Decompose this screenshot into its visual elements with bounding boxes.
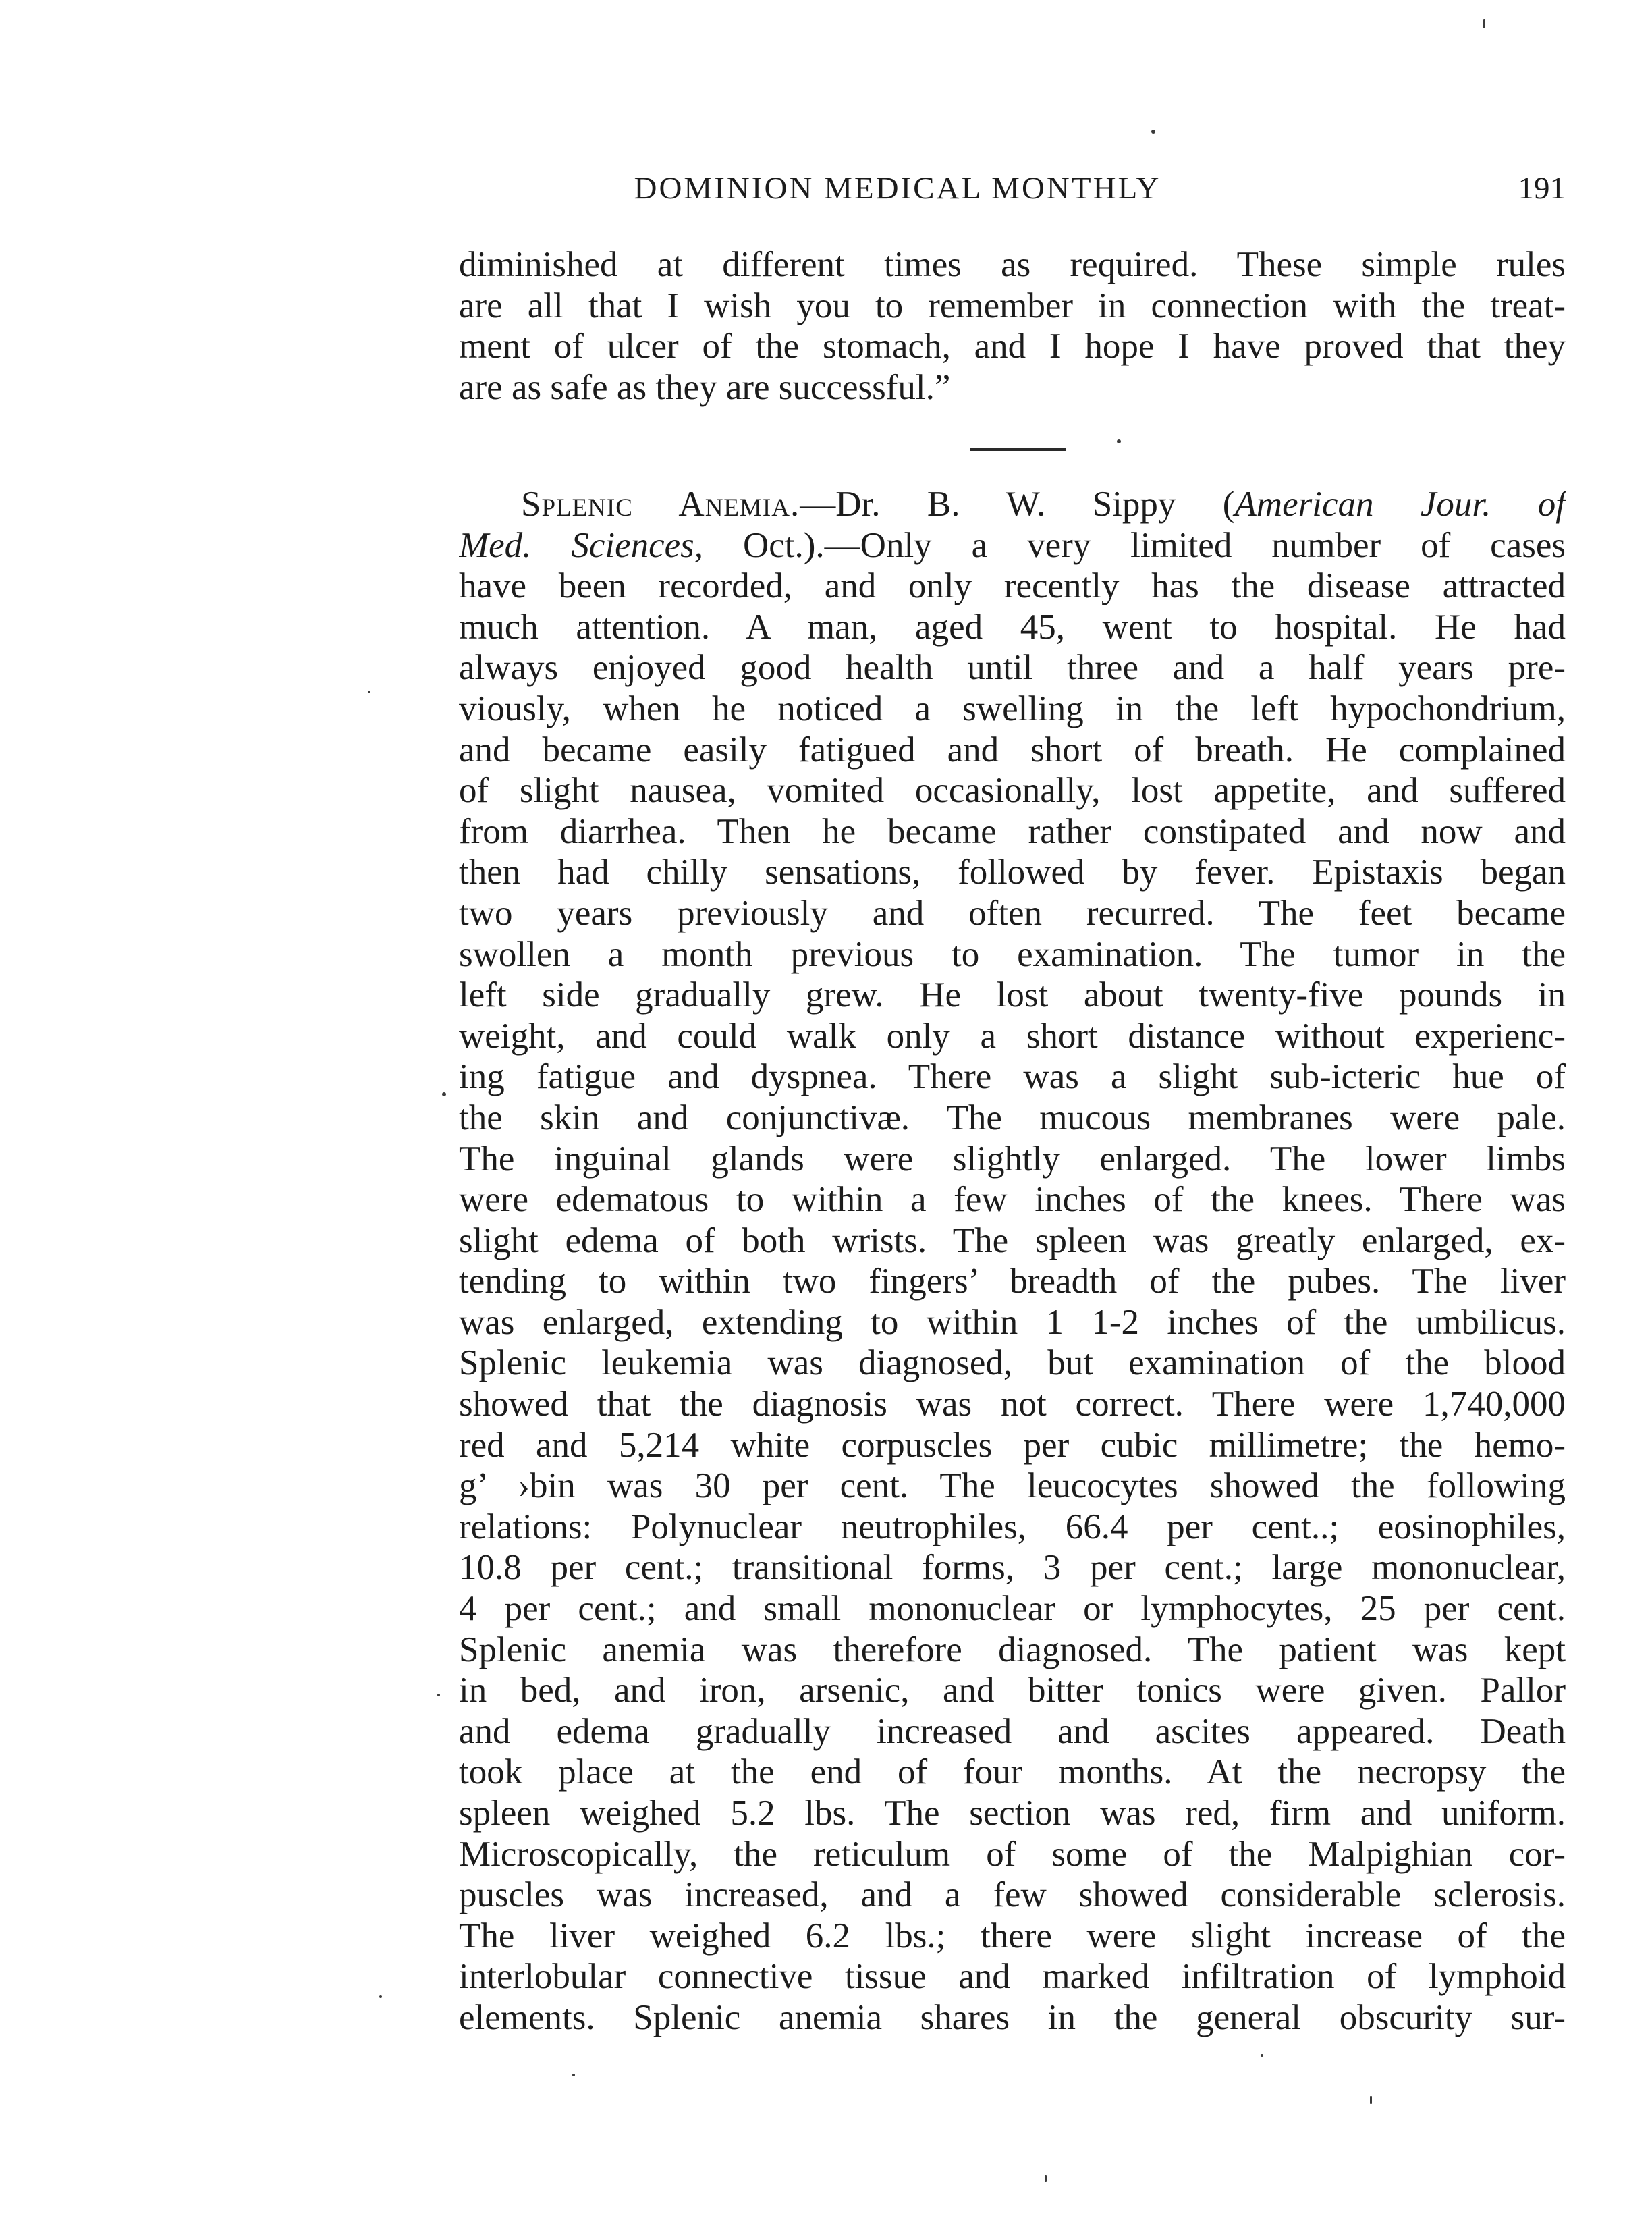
text-line: showed that the diagnosis was not correct. There were 1,740,000 [459, 1384, 1566, 1424]
text-line: took place at the end of four months. At the necropsy the [459, 1752, 1566, 1792]
section-divider [970, 448, 1066, 451]
text-line: weight, and could walk only a short distance without experienc- [459, 1016, 1566, 1056]
text-line: elements. Splenic anemia shares in the general obscurity sur- [459, 1997, 1566, 2037]
text-line: swollen a month previous to examination. The tumor in the [459, 934, 1566, 974]
scan-speck [1261, 2054, 1263, 2057]
text-line: The inguinal glands were slightly enlarged. The lower limbs [459, 1139, 1566, 1179]
article-splenic-anemia [459, 484, 1566, 2039]
scan-speck [572, 2074, 575, 2076]
text-line: of slight nausea, vomited occasionally, lost appetite, and suffered [459, 771, 1566, 811]
scan-speck [368, 691, 370, 693]
text-line: and edema gradually increased and ascites appeared. Death [459, 1711, 1566, 1751]
text-line: tending to within two fingers’ breadth of the pubes. The liver [459, 1262, 1566, 1301]
scan-speck [442, 1092, 446, 1096]
text-line: Microscopically, the reticulum of some of the Malpighian cor- [459, 1834, 1566, 1874]
text-line: diminished at different times as required. These simple rules [459, 245, 1566, 284]
scan-speck [1370, 2096, 1372, 2104]
text-line: relations: Polynuclear neutrophiles, 66.4 per cent..; eosinophiles, [459, 1507, 1566, 1546]
journal-running-title: DOMINION MEDICAL MONTHLY [634, 171, 1161, 206]
text-line: ment of ulcer of the stomach, and I hope I have proved that they [459, 327, 1566, 367]
article-first-line [459, 484, 1566, 525]
text-fragment: Oct.).—Only a very limited number of cases [703, 525, 1566, 565]
text-line: puscles was increased, and a few showed considerable sclerosis. [459, 1875, 1566, 1915]
text-line: Splenic leukemia was diagnosed, but examination of the blood [459, 1343, 1566, 1383]
journal-name-cont: Med. Sciences, [459, 525, 704, 565]
text-line: two years previously and often recurred. The feet became [459, 893, 1566, 933]
journal-name: American Jour. of [1234, 485, 1566, 524]
running-head [459, 165, 1566, 212]
text-line: 4 per cent.; and small mononuclear or lymphocytes, 25 per cent. [459, 1589, 1566, 1629]
text-line: have been recorded, and only recently has the disease attracted [459, 566, 1566, 606]
text-line: ing fatigue and dyspnea. There was a slight sub-icteric hue of [459, 1057, 1566, 1097]
text-line: from diarrhea. Then he became rather constipated and now and [459, 811, 1566, 851]
intro-paragraph [459, 244, 1566, 408]
text-line: the skin and conjunctivæ. The mucous membranes were pale. [459, 1098, 1566, 1137]
scan-speck [437, 1694, 440, 1696]
text-line: slight edema of both wrists. The spleen was greatly enlarged, ex- [459, 1220, 1566, 1260]
scan-speck [1117, 439, 1121, 443]
text-line: much attention. A man, aged 45, went to hospital. He had [459, 607, 1566, 647]
scan-speck [1483, 19, 1485, 28]
text-line: interlobular connective tissue and marked infiltration of lymphoid [459, 1957, 1566, 1997]
text-line: The liver weighed 6.2 lbs.; there were slight increase of the [459, 1916, 1566, 1956]
scan-speck [1151, 130, 1155, 134]
scan-speck [379, 1995, 382, 1998]
text-line: g’ ›bin was 30 per cent. The leucocytes showed the following [459, 1466, 1566, 1506]
article-heading: Splenic Anemia. [521, 485, 800, 524]
article-second-line [459, 525, 1566, 566]
text-line: are as safe as they are successful.” [459, 367, 951, 407]
scan-speck [1045, 2175, 1047, 2182]
text-line: was enlarged, extending to within 1 1-2 inches of the umbilicus. [459, 1302, 1566, 1342]
text-line: then had chilly sensations, followed by fever. Epistaxis began [459, 853, 1566, 892]
text-line: were edematous to within a few inches of the knees. There was [459, 1180, 1566, 1220]
text-line: red and 5,214 white corpuscles per cubic millimetre; the hemo- [459, 1425, 1566, 1465]
text-line: Splenic anemia was therefore diagnosed. The patient was kept [459, 1630, 1566, 1669]
text-line: spleen weighed 5.2 lbs. The section was red, firm and uniform. [459, 1794, 1566, 1833]
text-line: left side gradually grew. He lost about twenty-five pounds in [459, 975, 1566, 1015]
author-citation: —Dr. B. W. Sippy ( [800, 485, 1235, 524]
text-line: and became easily fatigued and short of breath. He complained [459, 730, 1566, 770]
text-line: viously, when he noticed a swelling in the left hypochondrium, [459, 689, 1566, 728]
text-line: in bed, and iron, arsenic, and bitter tonics were given. Pallor [459, 1671, 1566, 1711]
page-number: 191 [1518, 171, 1566, 206]
text-line: 10.8 per cent.; transitional forms, 3 per cent.; large mononuclear, [459, 1548, 1566, 1588]
text-line: always enjoyed good health until three and a half years pre- [459, 648, 1566, 688]
text-line: are all that I wish you to remember in connection with the treat- [459, 286, 1566, 325]
